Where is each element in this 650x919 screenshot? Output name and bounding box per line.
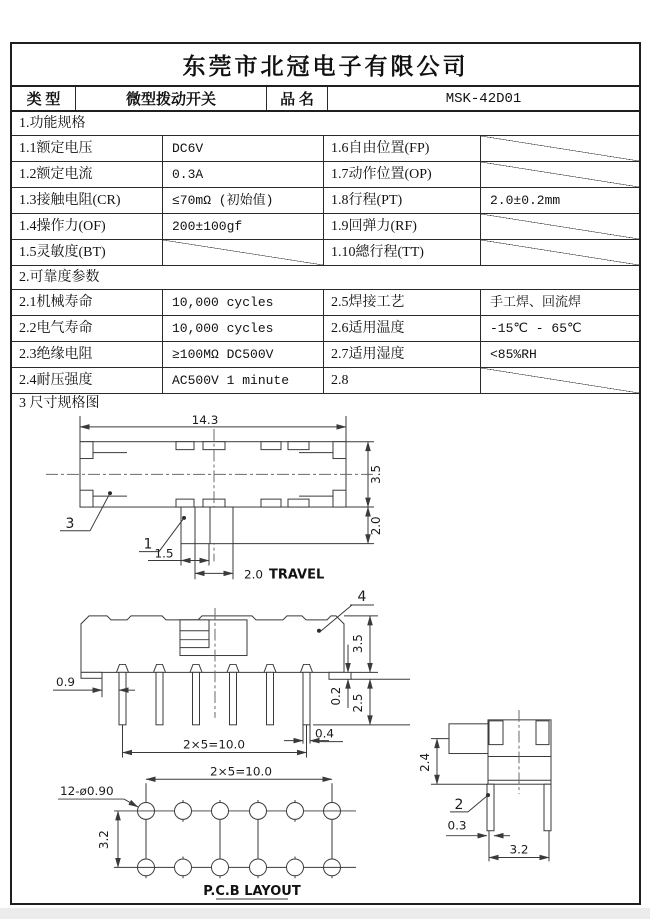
- spec-label: 1.7动作位置(OP): [324, 162, 481, 187]
- spec-label: 1.9回弹力(RF): [324, 214, 481, 239]
- spec-row: [12, 214, 639, 240]
- dim-leg-width: 0.3: [447, 818, 467, 833]
- spec-label: 2.2电气寿命: [12, 316, 163, 341]
- na-cell: [481, 368, 639, 393]
- dim-base-step: 0.2: [328, 686, 344, 706]
- dim-edge-offset: 0.9: [56, 675, 76, 690]
- spec-label: 1.8行程(PT): [324, 188, 481, 213]
- section1-title: 1.功能规格: [12, 112, 639, 136]
- scan-edge: [0, 908, 650, 919]
- name-label: 品 名: [267, 87, 328, 110]
- dim-hole-callout: 12-ø0.90: [60, 784, 114, 799]
- spec-row: [12, 162, 639, 188]
- na-cell: [481, 214, 639, 239]
- spec-value: 2.0±0.2mm: [490, 193, 561, 208]
- spec-value: 200±100gf: [163, 214, 324, 239]
- spec-row: [12, 290, 639, 316]
- spec-label: 1.5灵敏度(BT): [12, 240, 163, 265]
- spec-value: ≤70mΩ (初始值): [163, 188, 324, 213]
- part-label-terminal: 2: [454, 797, 464, 813]
- pcb-layout-title: P.C.B LAYOUT: [203, 884, 301, 900]
- spec-label: 2.6适用温度: [324, 316, 481, 341]
- spec-label: 2.1机械寿命: [12, 290, 163, 315]
- spec-label: 1.3接触电阻(CR): [12, 188, 163, 213]
- dim-body-height: 3.5: [350, 634, 366, 654]
- spec-label: 2.8: [324, 368, 481, 393]
- dim-top-height: 3.5: [368, 464, 384, 484]
- section2-title: 2.可靠度参数: [12, 266, 639, 290]
- spec-label: 1.4操作力(OF): [12, 214, 163, 239]
- section3-title: 3 尺寸规格图: [19, 396, 100, 411]
- dim-row-pitch: 3.2: [96, 830, 112, 850]
- type-value: 微型拨动开关: [76, 87, 267, 110]
- spec-row: [12, 316, 639, 342]
- spec-label: 2.5焊接工艺: [324, 290, 481, 315]
- na-cell: [163, 240, 324, 265]
- spec-label: 2.7适用湿度: [324, 342, 481, 367]
- spec-label: 1.6自由位置(FP): [324, 136, 481, 161]
- spec-row: [12, 240, 639, 266]
- dim-pin-width: 0.4: [315, 726, 335, 741]
- datasheet-page: [10, 42, 641, 905]
- dim-travel-word: TRAVEL: [269, 567, 325, 583]
- spec-label: 1.10總行程(TT): [324, 240, 481, 265]
- spec-label: 1.1额定电压: [12, 136, 163, 161]
- spec-label: 2.3绝缘电阻: [12, 342, 163, 367]
- na-cell: [481, 240, 639, 265]
- dim-pin-length: 2.5: [350, 693, 366, 713]
- spec-row: [12, 342, 639, 368]
- na-cell: [481, 162, 639, 187]
- pcb-layout-drawing: [58, 764, 356, 899]
- dim-travel-value: 2.0: [244, 567, 264, 582]
- part-label-base: 4: [357, 589, 367, 606]
- spec-value: <85%RH: [490, 347, 537, 362]
- title-row: [12, 87, 639, 112]
- side-view-drawing: [418, 710, 551, 861]
- spec-value: ≥100MΩ DC500V: [163, 342, 324, 367]
- spec-label: 1.2额定电流: [12, 162, 163, 187]
- part-label-knob: 1: [143, 536, 153, 553]
- front-view-drawing: [53, 589, 410, 757]
- dim-hole-span: 2×5=10.0: [209, 764, 273, 779]
- spec-row: [12, 368, 639, 394]
- spec-row: [12, 188, 639, 214]
- dim-knob-height: 2.0: [368, 516, 384, 536]
- dimension-drawings: [12, 413, 639, 903]
- dim-top-width: 14.3: [191, 413, 219, 427]
- spec-label: 2.4耐压强度: [12, 368, 163, 393]
- dim-knob-offset: 1.5: [154, 546, 174, 561]
- part-label-cover: 3: [65, 515, 75, 532]
- type-label: 类 型: [12, 87, 76, 110]
- name-value: MSK-42D01: [445, 90, 522, 107]
- spec-value: -15℃ - 65℃: [490, 321, 582, 336]
- na-cell: [481, 136, 639, 161]
- spec-value: DC6V: [163, 136, 324, 161]
- spec-value: AC500V 1 minute: [163, 368, 324, 393]
- dim-knob-center: 2.4: [417, 752, 433, 772]
- company-title: 东莞市北冠电子有限公司: [12, 44, 639, 87]
- dim-leg-span: 3.2: [509, 842, 529, 857]
- top-view-drawing: [46, 413, 383, 582]
- spec-value: 10,000 cycles: [163, 316, 324, 341]
- spec-value: 10,000 cycles: [163, 290, 324, 315]
- spec-value: 0.3A: [163, 162, 324, 187]
- dim-pin-span: 2×5=10.0: [182, 737, 246, 752]
- spec-row: [12, 136, 639, 162]
- spec-value: 手工焊、回流焊: [490, 295, 582, 310]
